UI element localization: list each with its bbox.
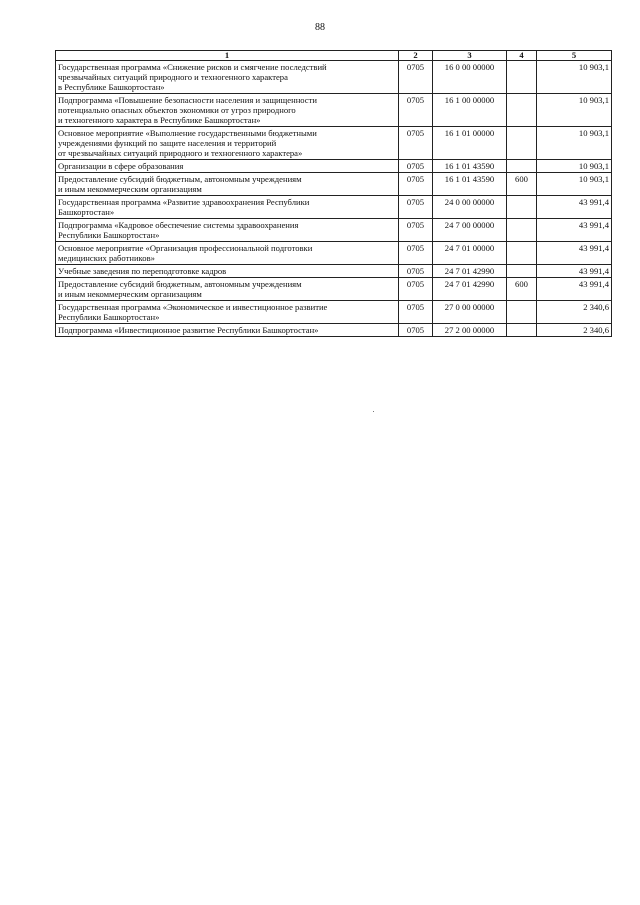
table-row [56, 265, 612, 278]
header-row [56, 51, 612, 61]
row-name-line: Предоставление субсидий бюджетным, автономным учреждениям [58, 279, 302, 289]
row-name-line: от чрезвычайных ситуаций природного и техногенного характера» [58, 148, 303, 158]
row-name-line: учреждениями функций по защите населения и территорий [58, 138, 277, 148]
row-expense-type [507, 127, 537, 160]
row-name-line: медицинских работников» [58, 253, 155, 263]
row-section: 0705 [399, 242, 433, 265]
row-section: 0705 [399, 61, 433, 94]
table-row [56, 160, 612, 173]
row-code: 16 1 01 43590 [433, 173, 507, 196]
table-row [56, 196, 612, 219]
table-row [56, 127, 612, 160]
row-name-line: в Республике Башкортостан» [58, 82, 165, 92]
header-col-5: 5 [537, 51, 612, 61]
row-code: 24 7 00 00000 [433, 219, 507, 242]
row-code: 16 0 00 00000 [433, 61, 507, 94]
row-code: 27 0 00 00000 [433, 301, 507, 324]
row-name [56, 278, 399, 301]
row-expense-type [507, 301, 537, 324]
row-name [56, 324, 399, 337]
row-code: 16 1 01 43590 [433, 160, 507, 173]
row-section: 0705 [399, 278, 433, 301]
row-code: 16 1 00 00000 [433, 94, 507, 127]
row-section: 0705 [399, 160, 433, 173]
row-code: 27 2 00 00000 [433, 324, 507, 337]
row-section: 0705 [399, 324, 433, 337]
row-amount: 10 903,1 [537, 61, 612, 94]
row-amount: 10 903,1 [537, 94, 612, 127]
row-code: 24 7 01 00000 [433, 242, 507, 265]
row-amount: 43 991,4 [537, 219, 612, 242]
table-body [56, 61, 612, 337]
table-row [56, 301, 612, 324]
table-row [56, 278, 612, 301]
table-row [56, 173, 612, 196]
row-expense-type [507, 196, 537, 219]
row-name [56, 61, 399, 94]
table-row [56, 219, 612, 242]
row-name-line: и техногенного характера в Республике Башкортостан» [58, 115, 261, 125]
row-amount: 10 903,1 [537, 127, 612, 160]
row-code: 16 1 01 00000 [433, 127, 507, 160]
row-name-line: Государственная программа «Экономическое и инвестиционное развитие [58, 302, 328, 312]
row-code: 24 7 01 42990 [433, 265, 507, 278]
row-name-line: чрезвычайных ситуаций природного и техногенного характера [58, 72, 288, 82]
row-expense-type: 600 [507, 173, 537, 196]
row-code: 24 7 01 42990 [433, 278, 507, 301]
row-name-line: Республики Башкортостан» [58, 312, 160, 322]
row-name [56, 242, 399, 265]
header-col-1: 1 [56, 51, 399, 61]
row-amount: 2 340,6 [537, 301, 612, 324]
page-number: 88 [315, 22, 325, 33]
row-amount: 43 991,4 [537, 265, 612, 278]
row-name [56, 160, 399, 173]
table-row [56, 324, 612, 337]
row-expense-type [507, 324, 537, 337]
row-expense-type [507, 265, 537, 278]
row-section: 0705 [399, 173, 433, 196]
row-name-line: и иным некоммерческим организациям [58, 184, 202, 194]
row-name-line: Подпрограмма «Повышение безопасности населения и защищенности [58, 95, 317, 105]
row-name [56, 301, 399, 324]
row-section: 0705 [399, 127, 433, 160]
row-expense-type [507, 242, 537, 265]
row-name-line: Государственная программа «Развитие здравоохранения Республики [58, 197, 310, 207]
scan-speck [373, 411, 374, 412]
row-expense-type [507, 61, 537, 94]
row-name [56, 127, 399, 160]
row-name-line: и иным некоммерческим организациям [58, 289, 202, 299]
row-section: 0705 [399, 265, 433, 278]
table-row [56, 94, 612, 127]
row-amount: 43 991,4 [537, 242, 612, 265]
table-row [56, 242, 612, 265]
row-name-line: Основное мероприятие «Выполнение государственными бюджетными [58, 128, 317, 138]
row-name-line: Государственная программа «Снижение рисков и смягчение последствий [58, 62, 327, 72]
row-expense-type [507, 160, 537, 173]
header-col-2: 2 [399, 51, 433, 61]
row-section: 0705 [399, 196, 433, 219]
row-expense-type [507, 219, 537, 242]
row-expense-type [507, 94, 537, 127]
row-section: 0705 [399, 94, 433, 127]
budget-table [55, 50, 612, 337]
row-amount: 43 991,4 [537, 196, 612, 219]
row-name-line: Организации в сфере образования [58, 161, 184, 171]
row-name [56, 196, 399, 219]
row-name-line: Основное мероприятие «Организация профессиональной подготовки [58, 243, 313, 253]
row-section: 0705 [399, 219, 433, 242]
row-name [56, 219, 399, 242]
table-row [56, 61, 612, 94]
row-code: 24 0 00 00000 [433, 196, 507, 219]
row-name-line: Подпрограмма «Инвестиционное развитие Республики Башкортостан» [58, 325, 319, 335]
row-name [56, 265, 399, 278]
row-name [56, 173, 399, 196]
row-section: 0705 [399, 301, 433, 324]
header-col-4: 4 [507, 51, 537, 61]
row-name [56, 94, 399, 127]
row-amount: 43 991,4 [537, 278, 612, 301]
row-expense-type: 600 [507, 278, 537, 301]
row-name-line: Учебные заведения по переподготовке кадров [58, 266, 227, 276]
row-name-line: Подпрограмма «Кадровое обеспечение системы здравоохранения [58, 220, 299, 230]
row-amount: 10 903,1 [537, 173, 612, 196]
header-col-3: 3 [433, 51, 507, 61]
row-name-line: Предоставление субсидий бюджетным, автономным учреждениям [58, 174, 302, 184]
row-amount: 2 340,6 [537, 324, 612, 337]
row-name-line: потенциально опасных объектов экономики от угроз природного [58, 105, 296, 115]
row-amount: 10 903,1 [537, 160, 612, 173]
row-name-line: Башкортостан» [58, 207, 115, 217]
row-name-line: Республики Башкортостан» [58, 230, 160, 240]
